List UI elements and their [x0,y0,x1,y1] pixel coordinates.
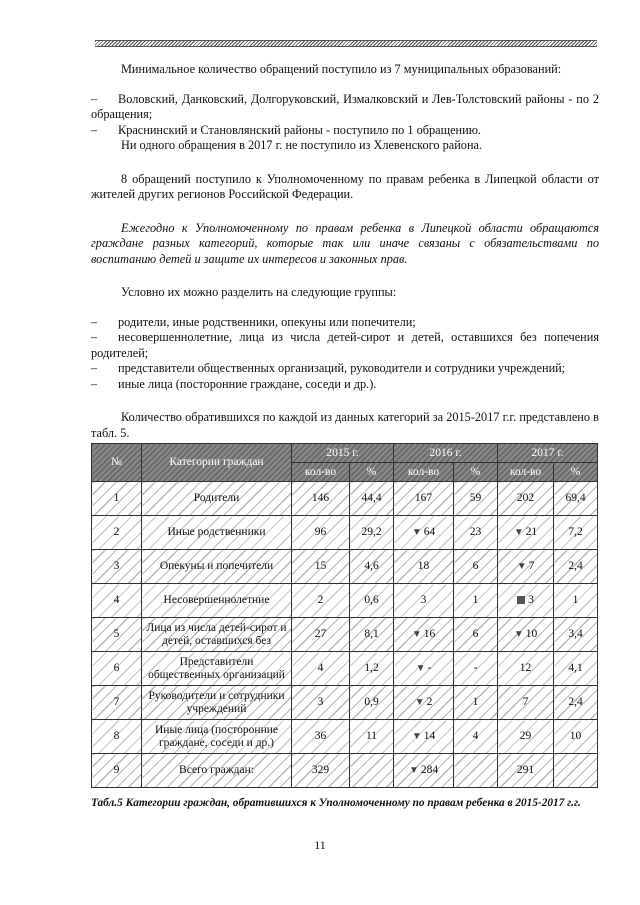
paragraph-other-regions: 8 обращений поступило к Уполномоченному по правам ребенка в Липецкой области от жителей других регионов Российской Федерации. [91,171,599,201]
cell-percent-2016-value: 6 [472,628,479,640]
cell-count-2016-value: - [427,662,432,674]
cell-count-2015 [292,720,350,754]
table-row [92,686,598,720]
cell-percent-2015-value: 0,9 [364,696,379,708]
cell-percent-2017-value: 1 [572,594,579,606]
down-arrow-icon: ▼ [415,663,426,674]
cell-percent-2016-value: 1 [472,696,479,708]
dash-marker: – [91,122,98,137]
cell-percent-2015-value: 4,6 [364,560,379,572]
cell-count-2016-value: 167 [414,492,433,504]
down-arrow-icon: ▼ [513,527,524,538]
cell-percent-2017 [554,550,598,584]
cell-category-value: Родители [193,492,240,504]
cell-count-2017 [498,550,554,584]
table-row [92,482,598,516]
cell-percent-2016 [454,482,498,516]
down-arrow-icon: ▼ [414,697,425,708]
cell-number [92,584,142,618]
table-row [92,550,598,584]
cell-category [142,550,292,584]
cell-count-2017-value: 29 [519,730,532,742]
cell-percent-2017-value: 7,2 [568,526,583,538]
cell-percent-2016 [454,652,498,686]
cell-percent-2015 [350,652,394,686]
cell-number [92,686,142,720]
header-count: кол-во [498,463,554,482]
cell-percent-2015-value: 29,2 [361,526,382,538]
header-number: № [92,444,142,482]
cell-category [142,652,292,686]
paragraph-table-intro: Количество обратившихся по каждой из данных категорий за 2015-2017 г.г. представлено в табл. 5. [91,410,599,440]
cell-number [92,720,142,754]
list-item [91,330,599,361]
header-percent: % [454,463,498,482]
paragraph-groups-intro: Условно их можно разделить на следующие группы: [121,285,397,299]
cell-category [142,686,292,720]
cell-percent-2015-value: 44,4 [361,492,382,504]
cell-category [142,584,292,618]
down-arrow-icon: ▼ [411,731,422,742]
dash-marker: – [91,91,98,106]
cell-count-2017-value: 202 [516,492,535,504]
table-row [92,584,598,618]
cell-percent-2017 [554,652,598,686]
categories-table [91,443,598,788]
list-item [91,361,599,377]
cell-number [92,550,142,584]
table-row [92,516,598,550]
cell-percent-2016 [454,618,498,652]
cell-count-2016 [394,652,454,686]
cell-count-2016 [394,686,454,720]
cell-percent-2015 [350,618,394,652]
table-caption: Табл.5 Категории граждан, обратившихся к Уполномоченному по правам ребенка в 2015-2017 г.г. [91,797,581,809]
square-icon [517,596,525,604]
list-item-text: родители, иные родственники, опекуны или попечители; [118,314,416,329]
list-item-text: иные лица (посторонние граждане, соседи и др.). [118,376,377,391]
cell-number [92,754,142,788]
cell-percent-2017 [554,584,598,618]
cell-category-value: Лица из числа детей-сирот и детей, оставшихся без [146,621,287,647]
cell-percent-2015 [350,516,394,550]
cell-number-value: 3 [113,560,120,572]
cell-count-2015-value: 2 [317,594,324,606]
cell-category [142,720,292,754]
list-item-text: Воловский, Данковский, Долгоруковский, Измалковский и Лев-Толстовский районы - по 2 обращения; [91,91,599,121]
cell-count-2016 [394,482,454,516]
cell-number-value: 6 [113,662,120,674]
cell-percent-2015-value: 8,1 [364,628,379,640]
groups-list [91,315,599,393]
cell-percent-2016-value: 4 [472,730,479,742]
cell-category-value: Иные лица (посторонние граждане, соседи и др.) [154,723,278,749]
list-item [91,92,599,123]
cell-count-2017 [498,618,554,652]
cell-category-value: Опекуны и попечители [159,560,274,572]
cell-count-2015 [292,550,350,584]
cell-count-2015-value: 36 [314,730,327,742]
cell-count-2016-value: 64 [423,526,436,538]
cell-count-2017-value: 7 [528,560,535,572]
cell-percent-2015 [350,482,394,516]
cell-number-value: 8 [113,730,120,742]
cell-percent-2015 [350,754,394,788]
cell-category-value: Представители общественных организаций [148,655,285,681]
cell-number-value: 5 [113,628,120,640]
cell-count-2017 [498,720,554,754]
cell-count-2017 [498,516,554,550]
cell-percent-2015-value: 0,6 [364,594,379,606]
dash-marker: – [91,361,98,375]
cell-count-2015 [292,482,350,516]
header-percent: % [554,463,598,482]
cell-count-2015-value: 3 [317,696,324,708]
cell-percent-2016-value: - [473,662,478,674]
dash-marker: – [91,330,98,344]
cell-percent-2016-value: 6 [472,560,479,572]
district-list [91,92,599,139]
cell-count-2015 [292,652,350,686]
paragraph-categories-intro: Ежегодно к Уполномоченному по правам ребенка в Липецкой области обращаются граждане разных категорий, которые так или иначе связаны с обязательствами по воспитанию детей и защите их интересов и законных прав. [91,220,599,266]
cell-count-2015 [292,686,350,720]
dash-marker: – [91,376,98,391]
paragraph-min-appeals: Минимальное количество обращений поступило из 7 муниципальных образований: [121,62,562,76]
cell-count-2017 [498,754,554,788]
cell-count-2017-value: 291 [516,764,535,776]
cell-count-2015-value: 329 [311,764,330,776]
cell-number-value: 4 [113,594,120,606]
cell-number-value: 9 [113,764,120,776]
list-item-text: Краснинский и Становлянский районы - поступило по 1 обращению. [118,122,481,137]
cell-category [142,754,292,788]
cell-percent-2017-value: 4,1 [568,662,583,674]
cell-percent-2017 [554,686,598,720]
cell-count-2016-value: 16 [423,628,436,640]
cell-category [142,482,292,516]
cell-count-2016-value: 14 [423,730,436,742]
list-item-text: представители общественных организаций, руководители и сотрудники учреждений; [118,361,566,375]
cell-percent-2015 [350,686,394,720]
paragraph-no-appeals: Ни одного обращения в 2017 г. не поступило из Хлевенского района. [121,138,483,152]
cell-count-2015-value: 96 [314,526,327,538]
cell-percent-2015-value: 1,2 [364,662,379,674]
cell-number [92,652,142,686]
cell-count-2017 [498,584,554,618]
cell-category-value: Несовершеннолетние [163,594,270,606]
cell-count-2016 [394,516,454,550]
table-row [92,652,598,686]
cell-count-2015 [292,754,350,788]
cell-percent-2017 [554,516,598,550]
dash-marker: – [91,314,98,329]
cell-percent-2016-value: 23 [469,526,482,538]
cell-percent-2016 [454,584,498,618]
cell-category-value: Иные родственники [167,526,266,538]
cell-number-value: 1 [113,492,120,504]
header-year-2016: 2016 г. [394,444,498,463]
cell-count-2015-value: 15 [314,560,327,572]
down-arrow-icon: ▼ [411,527,422,538]
cell-count-2015 [292,618,350,652]
cell-percent-2017 [554,720,598,754]
cell-count-2017-value: 3 [528,594,534,606]
cell-count-2016-value: 3 [420,594,427,606]
cell-count-2015-value: 27 [314,628,327,640]
header-percent: % [350,463,394,482]
cell-count-2016 [394,754,454,788]
cell-percent-2016-value: 1 [472,594,479,606]
cell-number-value: 2 [113,526,120,538]
header-year-2017: 2017 г. [498,444,598,463]
cell-percent-2015 [350,550,394,584]
table-row [92,754,598,788]
cell-count-2016 [394,720,454,754]
header-count: кол-во [394,463,454,482]
cell-count-2017-value: 10 [525,628,538,640]
down-arrow-icon: ▼ [408,765,419,776]
list-item [91,123,599,139]
page-number: 11 [314,838,326,852]
cell-count-2016-value: 2 [426,696,433,708]
cell-percent-2017 [554,482,598,516]
cell-category-value: Всего граждан: [179,764,254,776]
cell-percent-2016 [454,754,498,788]
cell-count-2017-value: 12 [519,662,532,674]
cell-percent-2017 [554,754,598,788]
cell-percent-2016 [454,516,498,550]
cell-percent-2016 [454,550,498,584]
cell-category [142,618,292,652]
document-body [91,62,599,441]
table-row [92,720,598,754]
cell-count-2015 [292,584,350,618]
table-row [92,618,598,652]
cell-percent-2015-value: 11 [365,730,378,742]
cell-count-2017 [498,482,554,516]
down-arrow-icon: ▼ [516,561,527,572]
list-item [91,315,599,331]
cell-percent-2016-value: 59 [469,492,482,504]
list-item-text: несовершеннолетние, лица из числа детей-сирот и детей, оставшихся без попечения родителей; [91,330,599,360]
cell-percent-2017-value: 2,4 [568,696,583,708]
cell-count-2017-value: 7 [522,696,529,708]
cell-percent-2017-value: 10 [569,730,582,742]
cell-percent-2016 [454,720,498,754]
cell-count-2016 [394,584,454,618]
cell-count-2016 [394,618,454,652]
cell-count-2016 [394,550,454,584]
cell-percent-2017 [554,618,598,652]
cell-number [92,516,142,550]
cell-percent-2016 [454,686,498,720]
header-year-2015: 2015 г. [292,444,394,463]
cell-count-2017 [498,652,554,686]
header-rule [95,40,597,47]
cell-percent-2015 [350,584,394,618]
header-category: Категории граждан [142,444,292,482]
cell-number [92,618,142,652]
cell-count-2016-value: 18 [417,560,430,572]
cell-number [92,482,142,516]
cell-percent-2017-value: 3,4 [568,628,583,640]
header-count: кол-во [292,463,350,482]
cell-number-value: 7 [113,696,120,708]
cell-count-2017-value: 21 [525,526,538,538]
cell-count-2016-value: 284 [420,764,439,776]
cell-percent-2017-value: 69,4 [565,492,586,504]
cell-count-2015 [292,516,350,550]
cell-category [142,516,292,550]
cell-percent-2017-value: 2,4 [568,560,583,572]
cell-category-value: Руководители и сотрудники учреждений [148,689,285,715]
down-arrow-icon: ▼ [513,629,524,640]
cell-count-2017 [498,686,554,720]
cell-count-2015-value: 4 [317,662,324,674]
down-arrow-icon: ▼ [411,629,422,640]
list-item [91,377,599,393]
categories-table-wrap [91,443,597,788]
cell-percent-2015 [350,720,394,754]
cell-count-2015-value: 146 [311,492,330,504]
table-body [92,482,598,788]
